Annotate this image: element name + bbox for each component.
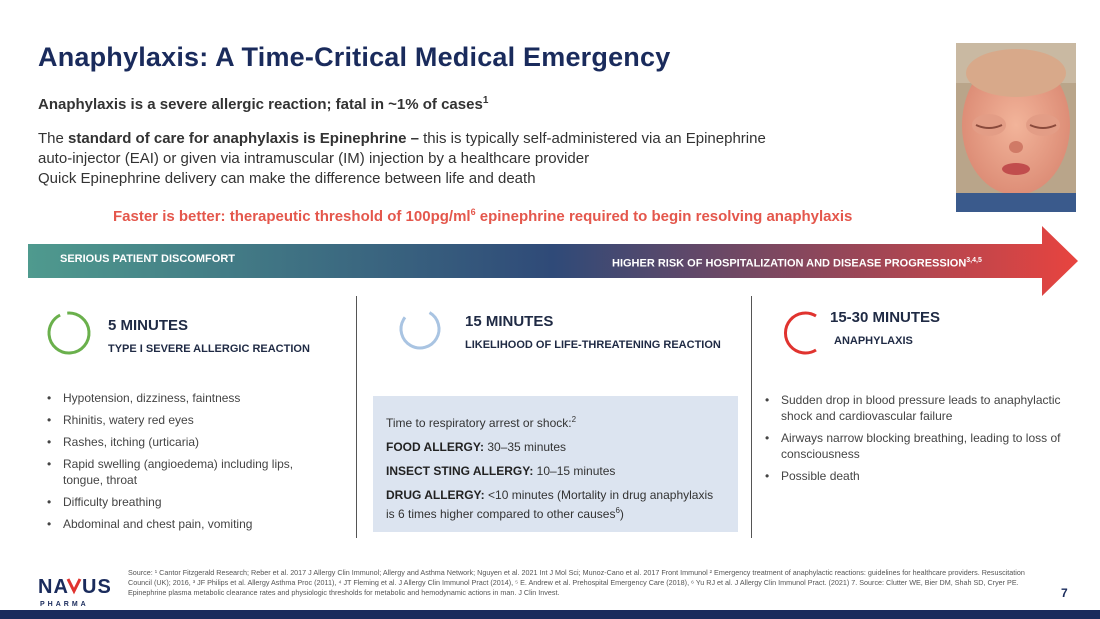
box-drug xyxy=(386,487,725,522)
para-line-2: auto-injector (EAI) or given via intramuscular (IM) injection by a healthcare provider xyxy=(38,150,590,167)
box-insect xyxy=(386,463,725,479)
para-line-3: Quick Epinephrine delivery can make the difference between life and death xyxy=(38,170,536,187)
col3-symptom-list xyxy=(763,392,1063,490)
arrow-right-text: HIGHER RISK OF HOSPITALIZATION AND DISEASE PROGRESSION xyxy=(612,257,967,270)
col1-symptom-list xyxy=(45,390,335,538)
slide-title: Anaphylaxis: A Time-Critical Medical Emergency xyxy=(38,42,671,72)
box-intro-ref: 2 xyxy=(571,415,577,424)
drug-label: DRUG ALLERGY: xyxy=(386,488,485,502)
ring-5min-icon xyxy=(46,310,92,356)
ring-15min-icon xyxy=(398,307,442,351)
list-item: • Difficulty breathing xyxy=(45,494,335,510)
list-item: • Rashes, itching (urticaria) xyxy=(45,434,335,450)
column-divider-1 xyxy=(356,296,357,538)
standard-of-care-paragraph xyxy=(38,129,918,189)
para-line1-bold: standard of care for anaphylaxis is Epinephrine – xyxy=(68,130,419,147)
box-food xyxy=(386,439,725,455)
box-intro xyxy=(386,412,725,431)
highlight-ref: 6 xyxy=(470,207,476,217)
patient-photo xyxy=(956,43,1076,212)
drug-ref: 6 xyxy=(615,506,620,515)
drug-value: <10 minutes (Mortality in drug anaphylaxis is 6 times higher compared to other causes xyxy=(386,488,714,521)
respiratory-arrest-box xyxy=(373,396,738,532)
list-item: • Rapid swelling (angioedema) including lips, tongue, throat xyxy=(45,456,335,488)
page-number: 7 xyxy=(1061,586,1068,600)
insect-value: 10–15 minutes xyxy=(533,464,616,478)
para-line-1 xyxy=(38,129,918,149)
highlight-pre: Faster is better: therapeutic threshold of 100pg/ml xyxy=(113,208,471,225)
arrow-label-discomfort: SERIOUS PATIENT DISCOMFORT xyxy=(60,253,235,265)
col1-time: 5 MINUTES xyxy=(108,317,189,334)
col3-subtitle: ANAPHYLAXIS xyxy=(834,335,913,347)
col2-subtitle: LIKELIHOOD OF LIFE-THREATENING REACTION xyxy=(465,339,721,351)
subtitle-text: Anaphylaxis is a severe allergic reaction; fatal in ~1% of cases xyxy=(38,96,483,113)
svg-text:NA: NA xyxy=(38,576,69,598)
highlight-post: epinephrine required to begin resolving anaphylaxis xyxy=(475,208,853,225)
ring-30min-icon xyxy=(780,310,826,356)
svg-text:US: US xyxy=(82,576,110,598)
list-item: • Abdominal and chest pain, vomiting xyxy=(45,516,335,532)
slide-subtitle xyxy=(38,95,488,113)
food-label: FOOD ALLERGY: xyxy=(386,440,484,454)
drug-close: ) xyxy=(619,507,624,521)
bottom-bar xyxy=(0,610,1100,619)
column-divider-2 xyxy=(751,296,752,538)
threshold-highlight xyxy=(113,207,852,225)
col2-time: 15 MINUTES xyxy=(465,313,554,330)
col3-time: 15-30 MINUTES xyxy=(830,309,941,326)
list-item: • Airways narrow blocking breathing, leading to loss of consciousness xyxy=(763,430,1063,462)
para-line1-prefix: The xyxy=(38,130,69,147)
list-item: • Rhinitis, watery red eyes xyxy=(45,412,335,428)
list-item: • Hypotension, dizziness, faintness xyxy=(45,390,335,406)
list-item: • Sudden drop in blood pressure leads to anaphylactic shock and cardiovascular failure xyxy=(763,392,1063,424)
subtitle-ref: 1 xyxy=(482,95,489,106)
food-value: 30–35 minutes xyxy=(484,440,567,454)
box-intro-text: Time to respiratory arrest or shock: xyxy=(386,416,572,430)
nasus-pharma-logo xyxy=(38,573,110,609)
svg-text:PHARMA: PHARMA xyxy=(40,601,89,608)
para-line1-rest: this is typically self-administered via an Epinephrine xyxy=(418,130,766,147)
source-footnote: Source: ¹ Cantor Fitzgerald Research; Reber et al. 2017 J Allergy Clin Immunol; Allergy and Asthma Network; Nguyen et al. 2021 Int J Mol Sci; Munoz-Cano et al. 2017 Front Immunol ² Emergency treatment of anaphylactic reactions: guidelines for healthcare providers. Resuscitation Council (UK); 2016, ³ JF Philips et al. Allergy Asthma Proc (2011), ⁴ JT Fleming et al. J Allergy Clin Immunol Pract (2014), ⁵ E. Andrew et al. Prehospital Emergency Care (2018), ⁶ Yu RJ et al. J Allergy Clin Immunol Pract. (2021) 7. Source: Clutter WE, Bier DM, Shah SD, Cryer PE. Epinephrine plasma metabolic clearance rates and physiologic thresholds for metabolic and hemodynamic actions in man. J Clin Invest. xyxy=(128,568,1025,597)
col1-subtitle: TYPE I SEVERE ALLERGIC REACTION xyxy=(108,343,310,355)
list-item: • Possible death xyxy=(763,468,1063,484)
arrow-right-ref: 3,4,5 xyxy=(966,257,982,264)
insect-label: INSECT STING ALLERGY: xyxy=(386,464,534,478)
arrow-label-hospitalization xyxy=(612,257,982,270)
